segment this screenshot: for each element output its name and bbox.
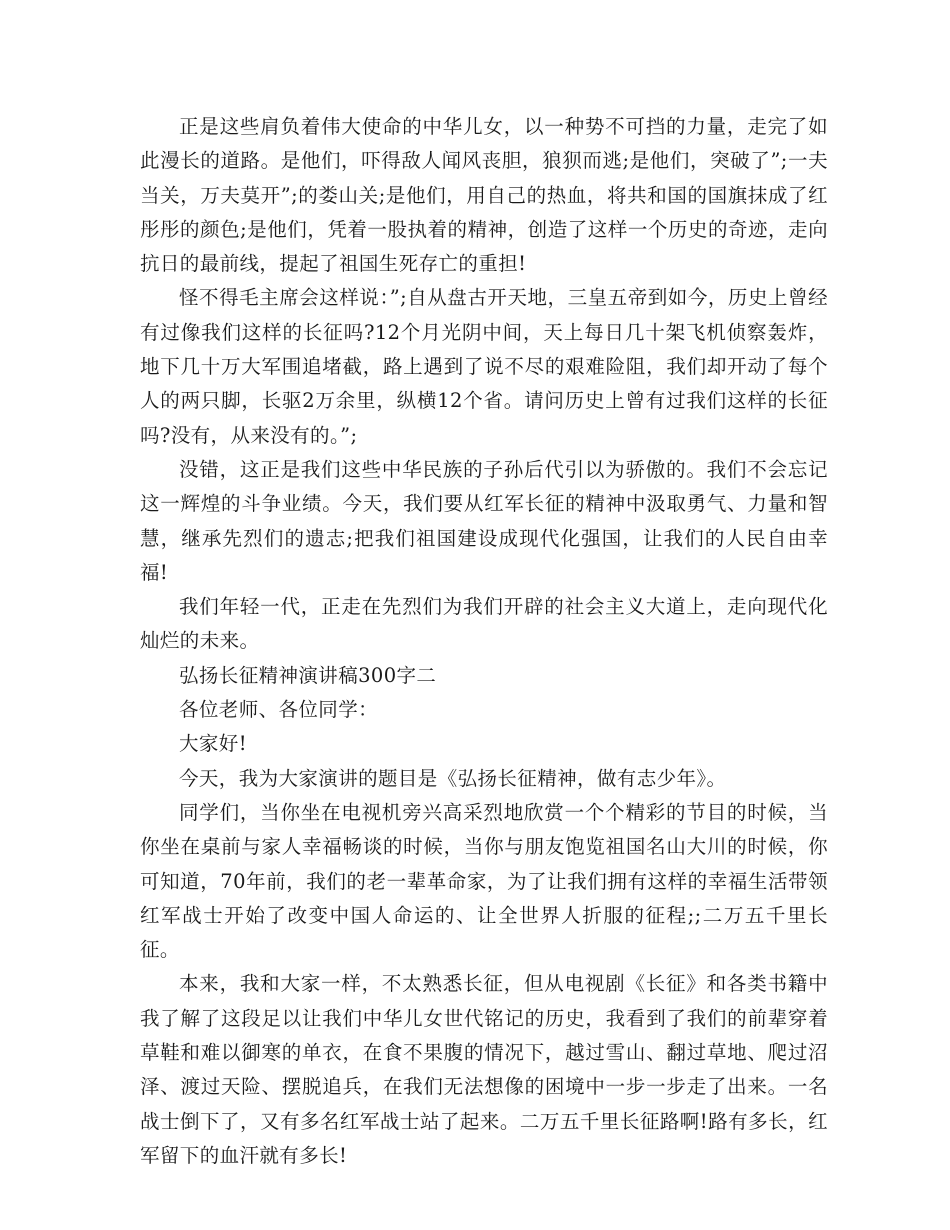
paragraph-2: 怪不得毛主席会这样说：”;自从盘古开天地，三皇五帝到如今，历史上曾经有过像我们这样的长征吗?12个月光阴中间，天上每日几十架飞机侦察轰炸，地下几十万大军围追堵截，路上遇到了说不尽的艰难险阻，我们却开动了每个人的两只脚，长驱2万余里，纵横12个省。请问历史上曾有过我们这样的长征吗?没有，从来没有的。”; bbox=[140, 286, 828, 447]
body-text bbox=[140, 110, 828, 1173]
paragraph-3: 没错，这正是我们这些中华民族的子孙后代引以为骄傲的。我们不会忘记这一辉煌的斗争业绩。今天，我们要从红军长征的精神中汲取勇气、力量和智慧，继承先烈们的遗志;把我们祖国建设成现代化强国，让我们的人民自由幸福! bbox=[140, 457, 828, 584]
greeting: 大家好! bbox=[179, 732, 247, 756]
section-title: 弘扬长征精神演讲稿300字二 bbox=[179, 663, 437, 687]
paragraph-4: 我们年轻一代，正走在先烈们为我们开辟的社会主义大道上，走向现代化灿烂的未来。 bbox=[140, 595, 828, 653]
paragraph-6: 本来，我和大家一样，不太熟悉长征，但从电视剧《长征》和各类书籍中我了解了这段足以让我们中华儿女世代铭记的历史，我看到了我们的前辈穿着草鞋和难以御寒的单衣，在食不果腹的情况下，越过雪山、翻过草地、爬过沼泽、渡过天险、摆脱追兵，在我们无法想像的困境中一步一步走了出来。一名战士倒下了，又有多名红军战士站了起来。二万五千里长征路啊!路有多长，红军留下的血汗就有多长! bbox=[140, 972, 828, 1167]
salutation: 各位老师、各位同学： bbox=[179, 698, 379, 722]
paragraph-5: 同学们，当你坐在电视机旁兴高采烈地欣赏一个个精彩的节目的时候，当你坐在桌前与家人幸福畅谈的时候，当你与朋友饱览祖国名山大川的时候，你可知道，70年前，我们的老一辈革命家，为了让我们拥有这样的幸福生活带领红军战士开始了改变中国人命运的、让全世界人折服的征程;;二万五千里长征。 bbox=[140, 800, 828, 962]
paragraph-1: 正是这些肩负着伟大使命的中华儿女，以一种势不可挡的力量，走完了如此漫长的道路。是他们，吓得敌人闻风丧胆，狼狈而逃;是他们，突破了”;一夫当关，万夫莫开”;的娄山关;是他们，用自己的热血，将共和国的国旗抹成了红彤彤的颜色;是他们，凭着一股执着的精神，创造了这样一个历史的奇迹，走向抗日的最前线，提起了祖国生死存亡的重担! bbox=[140, 115, 828, 276]
speech-topic: 今天，我为大家演讲的题目是《弘扬长征精神，做有志少年》。 bbox=[179, 766, 727, 790]
